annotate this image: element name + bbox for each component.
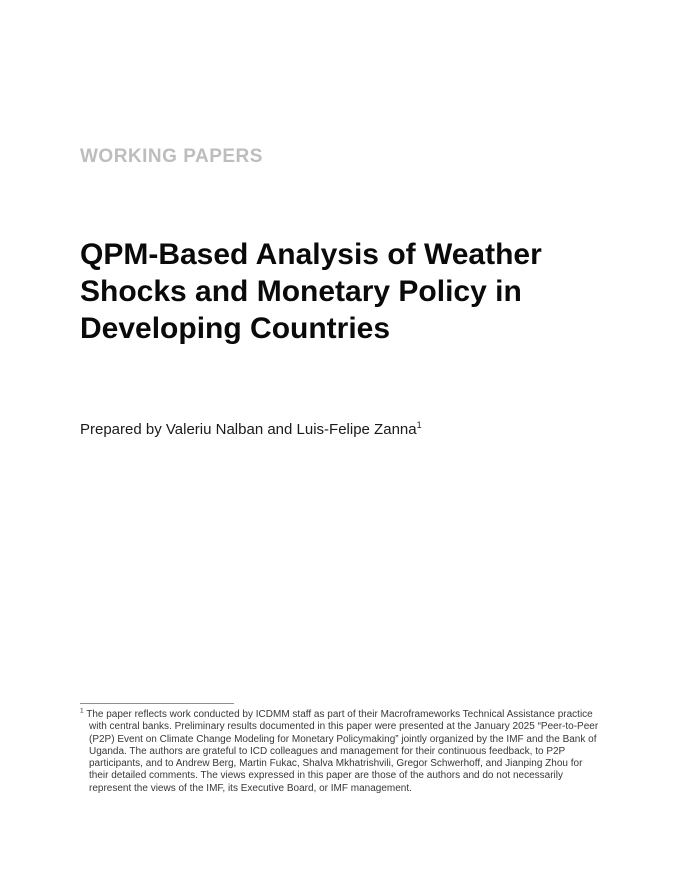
series-heading: WORKING PAPERS xyxy=(80,146,263,167)
author-line xyxy=(80,421,422,439)
author-footnote-ref: 1 xyxy=(416,420,422,430)
footnote-block xyxy=(80,703,603,795)
paper-title-line-2: Shocks and Monetary Policy in xyxy=(80,275,522,308)
footnote-paragraph xyxy=(80,709,603,795)
paper-title-line-1: QPM-Based Analysis of Weather xyxy=(80,238,542,271)
footnote-separator xyxy=(80,703,234,704)
footnote-marker: 1 xyxy=(80,707,84,715)
paper-title xyxy=(80,236,600,347)
paper-title-line-3: Developing Countries xyxy=(80,312,391,345)
author-text: Prepared by Valeriu Nalban and Luis-Felipe Zanna xyxy=(80,421,417,438)
footnote-text: The paper reflects work conducted by ICDMM staff as part of their Macroframeworks Technical Assistance practice with central banks. Preliminary results documented in this paper were presented at the January 2025 “Peer-to-Peer (P2P) Event on Climate Change Modeling for Monetary Policymaking” jointly organized by the IMF and the Bank of Uganda. The authors are grateful to ICD colleagues and management for their continuous feedback, to P2P participants, and to Andrew Berg, Martin Fukac, Shalva Mkhatrishvili, Gregor Schwerhoff, and Jianping Zhou for their detailed comments. The views expressed in this paper are those of the authors and do not necessarily represent the views of the IMF, its Executive Board, or IMF management. xyxy=(86,709,599,794)
